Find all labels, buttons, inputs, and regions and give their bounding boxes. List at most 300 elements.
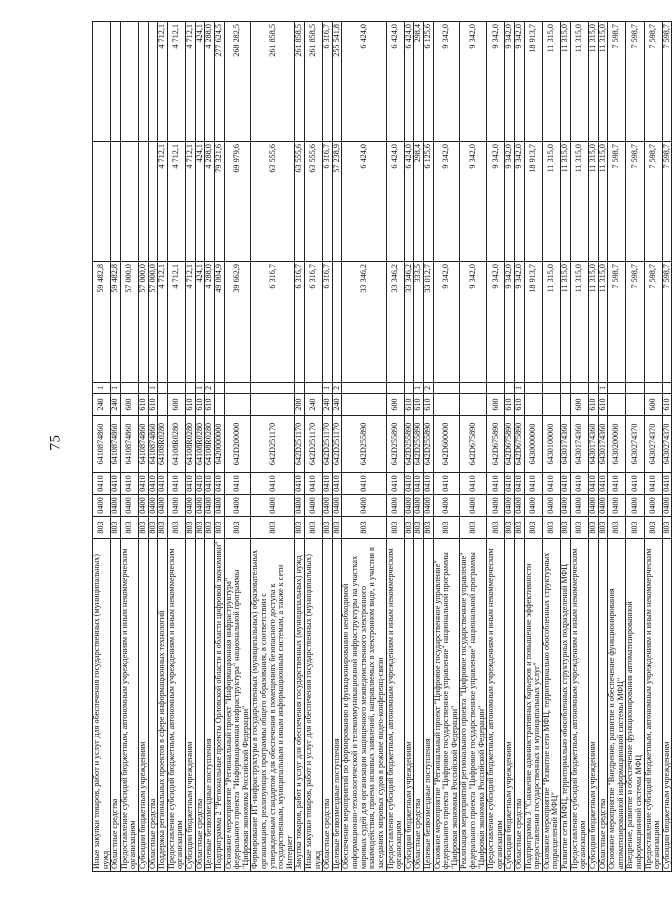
row-name-cell: Предоставление субсидий бюджетным, автономным учреждениям и иным некоммерческим организациям [120,539,138,872]
table-row [139,22,149,872]
table-row [224,22,251,872]
admin-code-cell: 803 [644,517,662,539]
amount-cell-1: 33 346,2 [342,262,386,383]
row-name-cell: Основное мероприятие "Внедрение, развитие и обеспечение функционирования автоматизированной информационной системы МФЦ" [608,539,626,872]
target-article-cell: 64108R0280 [167,416,185,473]
subsection-code-cell: 0410 [139,473,149,495]
funding-source-cell: 1 [93,383,111,394]
admin-code-cell: 803 [139,517,149,539]
amount-cell-1: 33 346,2 [404,262,414,383]
funding-source-cell [305,383,323,394]
table-row [570,22,588,872]
amount-cell-2: 4 712,1 [167,142,185,262]
amount-cell-3: 9 342,0 [515,22,525,142]
admin-code-cell: 803 [332,517,342,539]
table-row [515,22,525,872]
expense-type-cell: 240 [111,394,121,416]
funding-source-cell [570,383,588,394]
table-row [186,22,196,872]
funding-source-cell [561,383,571,394]
target-article-cell: 64108R0280 [186,416,196,473]
expense-type-cell: 610 [505,394,515,416]
section-code-cell: 0400 [342,495,386,517]
amount-cell-1: 333,5 [414,262,424,383]
table-row [158,22,168,872]
section-code-cell: 0400 [323,495,333,517]
section-code-cell: 0400 [214,495,224,517]
amount-cell-2: 6 424,0 [404,142,414,262]
subsection-code-cell: 0410 [524,473,542,495]
row-name-cell: Предоставление субсидий бюджетным, автономным учреждениям и иным некоммерческим организациям [487,539,505,872]
funding-source-cell [251,383,295,394]
section-code-cell: 0400 [608,495,626,517]
row-name-cell: Субсидии бюджетным учреждениям [404,539,414,872]
expense-type-cell: 610 [139,394,149,416]
admin-code-cell: 803 [542,517,560,539]
row-name-cell: Областные средства [414,539,424,872]
amount-cell-2: 6 125,6 [423,142,433,262]
funding-source-cell [386,383,404,394]
admin-code-cell: 803 [423,517,433,539]
section-code-cell: 0400 [386,495,404,517]
amount-cell-2: 69 979,6 [224,142,251,262]
amount-cell-2: 9 342,0 [515,142,525,262]
row-name-cell: Предоставление субсидий бюджетным, автономным учреждениям и иным некоммерческим организациям [570,539,588,872]
amount-cell-3: 7 598,7 [626,22,644,142]
target-article-cell: 64108R0280 [195,416,205,473]
row-name-cell: Целевые безвозмездные поступления [205,539,215,872]
section-code-cell: 0400 [332,495,342,517]
amount-cell-2 [120,142,138,262]
amount-cell-2: 9 342,0 [433,142,460,262]
expense-type-cell: 610 [598,394,608,416]
expense-type-cell [158,394,168,416]
amount-cell-3 [93,22,111,142]
target-article-cell: 642D255890 [423,416,433,473]
amount-cell-3: 4 712,1 [167,22,185,142]
amount-cell-1: 39 662,9 [224,262,251,383]
target-article-cell: 6430274370 [626,416,644,473]
table-row [644,22,662,872]
amount-cell-2: 4 288,0 [205,142,215,262]
funding-source-cell [342,383,386,394]
row-name-cell: Предоставление субсидий бюджетным, автономным учреждениям и иным некоммерческим организациям [644,539,662,872]
amount-cell-3: 6 125,6 [423,22,433,142]
section-code-cell: 0400 [205,495,215,517]
target-article-cell: 6430274370 [662,416,672,473]
target-article-cell: 64108R0280 [158,416,168,473]
admin-code-cell: 803 [295,517,305,539]
row-name-cell: Предоставление субсидий бюджетным, автономным учреждениям и иным некоммерческим организациям [167,539,185,872]
amount-cell-3: 11 315,0 [588,22,598,142]
section-code-cell: 0400 [295,495,305,517]
row-name-cell: Основное мероприятие "Развитие сети МФЦ, территориально обособленных структурных подразделений МФЦ" [542,539,560,872]
section-code-cell: 0400 [305,495,323,517]
section-code-cell: 0400 [460,495,487,517]
target-article-cell: 6410874860 [93,416,111,473]
table-row [93,22,111,872]
target-article-cell: 6430174360 [588,416,598,473]
row-name-cell: Областные средства [515,539,525,872]
target-article-cell: 6430274370 [644,416,662,473]
funding-source-cell [433,383,460,394]
admin-code-cell: 803 [323,517,333,539]
amount-cell-1: 9 342,0 [460,262,487,383]
amount-cell-2 [139,142,149,262]
row-name-cell: Иные закупки товаров, работ и услуг для обеспечения государственных (муниципальных) нужд [93,539,111,872]
amount-cell-1: 4 712,1 [186,262,196,383]
amount-cell-1: 33 012,7 [423,262,433,383]
amount-cell-3: 7 598,7 [608,22,626,142]
subsection-code-cell: 0410 [195,473,205,495]
target-article-cell: 642D251170 [323,416,333,473]
expense-type-cell: 240 [305,394,323,416]
subsection-code-cell: 0410 [460,473,487,495]
admin-code-cell: 803 [404,517,414,539]
target-article-cell: 642D251170 [295,416,305,473]
funding-source-cell: 1 [515,383,525,394]
amount-cell-1: 33 346,2 [386,262,404,383]
subsection-code-cell: 0410 [158,473,168,495]
expense-type-cell [524,394,542,416]
amount-cell-3 [120,22,138,142]
subsection-code-cell: 0410 [251,473,295,495]
amount-cell-3 [139,22,149,142]
admin-code-cell: 803 [570,517,588,539]
subsection-code-cell: 0410 [505,473,515,495]
section-code-cell: 0400 [224,495,251,517]
table-row [323,22,333,872]
amount-cell-2: 63 555,6 [295,142,305,262]
row-name-cell: Областные средства [111,539,121,872]
expense-type-cell: 600 [386,394,404,416]
admin-code-cell: 803 [460,517,487,539]
table-body [93,22,672,872]
subsection-code-cell: 0410 [186,473,196,495]
amount-cell-3: 9 342,0 [505,22,515,142]
subsection-code-cell: 0410 [332,473,342,495]
amount-cell-2: 6 316,7 [323,142,333,262]
funding-source-cell [542,383,560,394]
amount-cell-1: 4 712,1 [167,262,185,383]
section-code-cell: 0400 [561,495,571,517]
amount-cell-1: 7 598,7 [626,262,644,383]
row-name-cell: Обеспечение мероприятий по формированию и функционированию необходимой информационно-технологической и телекоммуникационной инфраструктуры на участках мировых судей для организации защищенного межведомственного электронного взаимодействия, приема исковых заявлений, направляемых в электронном виде, и участия в заседаниях мировых судов в режиме видео-конференц-связи [342,539,386,872]
admin-code-cell: 803 [205,517,215,539]
amount-cell-3: 7 598,7 [644,22,662,142]
amount-cell-3: 261 858,5 [251,22,295,142]
amount-cell-3: 298,4 [414,22,424,142]
target-article-cell: 642D675890 [515,416,525,473]
target-article-cell: 642D255890 [404,416,414,473]
target-article-cell: 6430100000 [542,416,560,473]
amount-cell-3: 9 342,0 [487,22,505,142]
amount-cell-1: 11 315,0 [598,262,608,383]
amount-cell-1: 6 316,7 [251,262,295,383]
subsection-code-cell: 0410 [342,473,386,495]
section-code-cell: 0400 [93,495,111,517]
budget-table [92,21,672,872]
admin-code-cell: 803 [598,517,608,539]
table-row [561,22,571,872]
amount-cell-1: 57 000,0 [139,262,149,383]
table-row [120,22,138,872]
expense-type-cell: 610 [148,394,158,416]
amount-cell-3: 9 342,0 [460,22,487,142]
amount-cell-3: 18 913,7 [524,22,542,142]
expense-type-cell: 600 [570,394,588,416]
row-name-cell: Субсидии бюджетным учреждениям [662,539,672,872]
amount-cell-2: 7 598,7 [644,142,662,262]
amount-cell-1: 11 315,0 [542,262,560,383]
funding-source-cell [460,383,487,394]
amount-cell-2: 11 315,0 [570,142,588,262]
section-code-cell: 0400 [158,495,168,517]
funding-source-cell [626,383,644,394]
target-article-cell: 642D255890 [386,416,404,473]
amount-cell-1: 4 712,1 [158,262,168,383]
target-article-cell: 64108R0280 [205,416,215,473]
section-code-cell: 0400 [139,495,149,517]
amount-cell-3: 11 315,0 [570,22,588,142]
amount-cell-3: 6 424,0 [404,22,414,142]
funding-source-cell: 1 [414,383,424,394]
funding-source-cell: 2 [423,383,433,394]
admin-code-cell: 803 [608,517,626,539]
row-name-cell: Внедрение, развитие и обеспечение функционирования автоматизированной информационной системы МФЦ [626,539,644,872]
section-code-cell: 0400 [195,495,205,517]
target-article-cell: 6430000000 [524,416,542,473]
admin-code-cell: 803 [626,517,644,539]
amount-cell-3: 6 424,0 [386,22,404,142]
target-article-cell: 642D600000 [433,416,460,473]
subsection-code-cell: 0410 [93,473,111,495]
amount-cell-2 [111,142,121,262]
funding-source-cell [608,383,626,394]
amount-cell-2: 11 315,0 [598,142,608,262]
admin-code-cell: 803 [111,517,121,539]
row-name-cell: Целевые безвозмездные поступления [423,539,433,872]
target-article-cell: 6430174360 [598,416,608,473]
subsection-code-cell: 0410 [305,473,323,495]
amount-cell-2: 298,4 [414,142,424,262]
amount-cell-3: 11 315,0 [561,22,571,142]
section-code-cell: 0400 [626,495,644,517]
subsection-code-cell: 0410 [598,473,608,495]
amount-cell-2: 7 598,7 [626,142,644,262]
expense-type-cell: 240 [323,394,333,416]
funding-source-cell: 1 [598,383,608,394]
target-article-cell: 6430174360 [561,416,571,473]
section-code-cell: 0400 [251,495,295,517]
amount-cell-3: 268 282,5 [224,22,251,142]
expense-type-cell [342,394,386,416]
table-row [433,22,460,872]
funding-source-cell [120,383,138,394]
target-article-cell: 642D251170 [251,416,295,473]
admin-code-cell: 803 [487,517,505,539]
target-article-cell: 642D675890 [505,416,515,473]
admin-code-cell: 803 [433,517,460,539]
section-code-cell: 0400 [524,495,542,517]
expense-type-cell [542,394,560,416]
subsection-code-cell: 0410 [626,473,644,495]
expense-type-cell [251,394,295,416]
subsection-code-cell: 0410 [570,473,588,495]
expense-type-cell: 600 [487,394,505,416]
amount-cell-3: 261 858,5 [305,22,323,142]
funding-source-cell [214,383,224,394]
amount-cell-1: 49 004,9 [214,262,224,383]
amount-cell-2: 57 238,9 [332,142,342,262]
amount-cell-3: 11 315,0 [598,22,608,142]
subsection-code-cell: 0410 [561,473,571,495]
row-name-cell: Основное мероприятие "Региональный проект "Информационная инфраструктура" федерального проекта "Информационная инфраструктура" национальной программы "Цифровая экономика Российской Федерации" [224,539,251,872]
amount-cell-3: 6 316,7 [323,22,333,142]
amount-cell-2: 6 424,0 [342,142,386,262]
row-name-cell: Субсидии бюджетным учреждениям [186,539,196,872]
amount-cell-2: 18 913,7 [524,142,542,262]
amount-cell-3: 4 288,0 [205,22,215,142]
funding-source-cell [186,383,196,394]
expense-type-cell: 610 [414,394,424,416]
funding-source-cell [295,383,305,394]
expense-type-cell [214,394,224,416]
expense-type-cell: 610 [195,394,205,416]
expense-type-cell: 610 [205,394,215,416]
funding-source-cell: 1 [323,383,333,394]
funding-source-cell [644,383,662,394]
subsection-code-cell: 0410 [295,473,305,495]
page-number: 75 [47,434,64,451]
expense-type-cell: 600 [120,394,138,416]
amount-cell-3: 7 598,7 [662,22,672,142]
funding-source-cell: 1 [148,383,158,394]
target-article-cell: 642D675890 [487,416,505,473]
section-code-cell: 0400 [404,495,414,517]
expense-type-cell: 600 [167,394,185,416]
amount-cell-2: 11 315,0 [542,142,560,262]
subsection-code-cell: 0410 [323,473,333,495]
funding-source-cell: 1 [111,383,121,394]
target-article-cell: 642D200000 [224,416,251,473]
section-code-cell: 0400 [414,495,424,517]
row-name-cell: Подпрограмма 3 "Снижение административных барьеров и повышение эффективности предоставления государственных и муниципальных услуг" [524,539,542,872]
subsection-code-cell: 0410 [214,473,224,495]
expense-type-cell [561,394,571,416]
subsection-code-cell: 0410 [120,473,138,495]
row-name-cell: Областные средства [195,539,205,872]
section-code-cell: 0400 [433,495,460,517]
target-article-cell: 6410874860 [120,416,138,473]
section-code-cell: 0400 [662,495,672,517]
amount-cell-1: 57 000,0 [148,262,158,383]
amount-cell-3: 424,1 [195,22,205,142]
table-row [251,22,295,872]
expense-type-cell: 240 [93,394,111,416]
amount-cell-2: 7 598,7 [608,142,626,262]
admin-code-cell: 803 [588,517,598,539]
admin-code-cell: 803 [214,517,224,539]
table-row [214,22,224,872]
amount-cell-2: 7 598,7 [662,142,672,262]
section-code-cell: 0400 [167,495,185,517]
section-code-cell: 0400 [505,495,515,517]
target-article-cell: 642D675890 [460,416,487,473]
admin-code-cell: 803 [224,517,251,539]
subsection-code-cell: 0410 [404,473,414,495]
admin-code-cell: 803 [662,517,672,539]
section-code-cell: 0400 [515,495,525,517]
amount-cell-2: 79 321,6 [214,142,224,262]
expense-type-cell [460,394,487,416]
amount-cell-3: 261 858,5 [295,22,305,142]
expense-type-cell [224,394,251,416]
admin-code-cell: 803 [561,517,571,539]
expense-type-cell: 610 [588,394,598,416]
amount-cell-2: 424,1 [195,142,205,262]
amount-cell-3: 4 712,1 [158,22,168,142]
rotated-page [92,22,671,872]
row-name-cell: Закупка товаров, работ и услуг для обеспечения государственных (муниципальных) нужд [295,539,305,872]
expense-type-cell: 610 [404,394,414,416]
amount-cell-2: 63 555,6 [305,142,323,262]
funding-source-cell [662,383,672,394]
subsection-code-cell: 0410 [487,473,505,495]
funding-source-cell [487,383,505,394]
row-name-cell: Областные средства [323,539,333,872]
amount-cell-1: 18 913,7 [524,262,542,383]
funding-source-cell [158,383,168,394]
row-name-cell: Формирование ИТ-инфраструктуры в государственных (муниципальных) образовательных организациях, реализующих программы общего образования, в соответствии с утвержденным стандартом для обеспечения в помещениях безопасного доступа к государственным, муниципальным и иным информационным системам, а также к сети Интернет [251,539,295,872]
section-code-cell: 0400 [120,495,138,517]
target-article-cell: 642D251170 [332,416,342,473]
funding-source-cell [224,383,251,394]
admin-code-cell: 803 [120,517,138,539]
table-row [423,22,433,872]
section-code-cell: 0400 [542,495,560,517]
subsection-code-cell: 0410 [111,473,121,495]
amount-cell-1: 9 342,0 [487,262,505,383]
funding-source-cell [524,383,542,394]
amount-cell-2: 11 315,0 [561,142,571,262]
admin-code-cell: 803 [515,517,525,539]
table-row [305,22,323,872]
admin-code-cell: 803 [93,517,111,539]
row-name-cell: Реализация мероприятий регионального проекта "Цифровое государственное управление" федерального проекта "Цифровое государственное управление" национальной программы "Цифровая экономика Российской Федерации" [460,539,487,872]
admin-code-cell: 803 [167,517,185,539]
table-row [588,22,598,872]
admin-code-cell: 803 [305,517,323,539]
amount-cell-1: 59 482,8 [93,262,111,383]
expense-type-cell [608,394,626,416]
funding-source-cell: 1 [195,383,205,394]
amount-cell-3: 4 712,1 [186,22,196,142]
target-article-cell: 6430174360 [570,416,588,473]
amount-cell-1: 7 598,7 [608,262,626,383]
expense-type-cell [433,394,460,416]
amount-cell-1: 424,1 [195,262,205,383]
row-name-cell: Субсидии бюджетным учреждениям [588,539,598,872]
section-code-cell: 0400 [598,495,608,517]
subsection-code-cell: 0410 [433,473,460,495]
amount-cell-1: 6 316,7 [305,262,323,383]
section-code-cell: 0400 [111,495,121,517]
funding-source-cell: 2 [205,383,215,394]
table-row [524,22,542,872]
expense-type-cell: 200 [295,394,305,416]
amount-cell-1: 9 342,0 [515,262,525,383]
